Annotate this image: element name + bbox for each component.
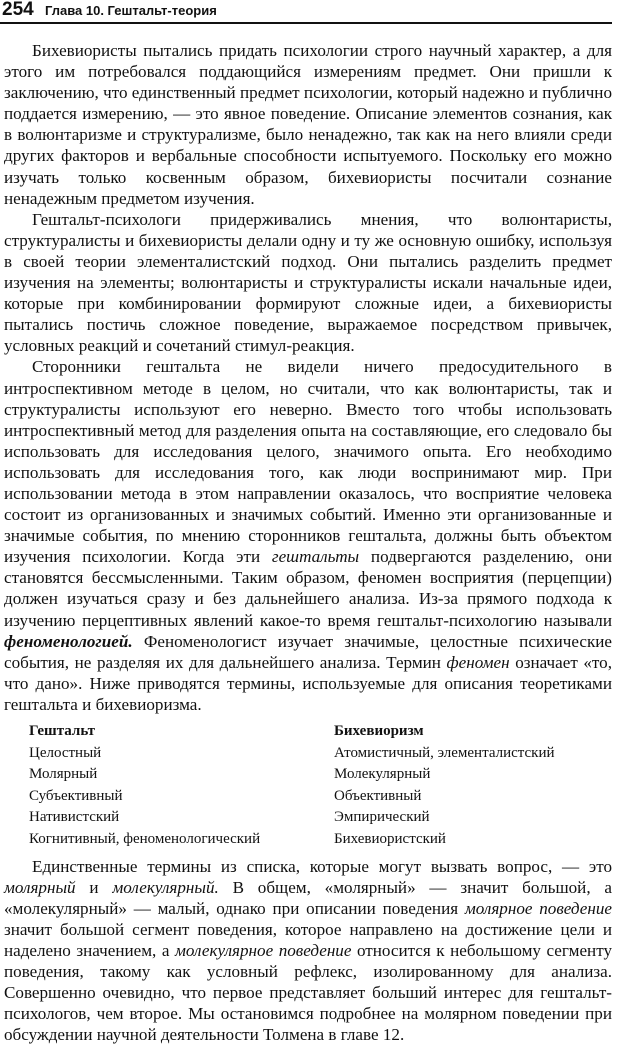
column-header-behaviorism: Бихевиоризм [334,723,424,739]
chapter-title: Глава 10. Гештальт-теория [45,3,217,18]
comparison-table [29,721,612,851]
text-run: В общем, «молярный» — значит большой, а «молекулярный» — малый, однако при описании поведения [4,877,612,918]
term-behaviorism: Объективный [334,787,422,804]
term-behaviorism: Эмпирический [334,809,430,826]
paragraph [4,40,612,209]
term-gestalt: Субъективный [29,787,123,804]
paragraph [4,856,612,1045]
term-gestalt: Нативистский [29,809,120,826]
text-run: означает «то, что дано». Ниже приводятся термины, используемые для описания теоретиками гештальта и бихевиоризма. [4,652,612,714]
text-run: Бихевиористы пытались придать психологии строго научный характер, а для этого им потребовался поддающийся измерениям предмет. Они пришли к заключению, что единственный предмет психологии, который надежно и публично поддается измерению, — это явное поведение. Описание элементов сознания, как в волюнтаризме и структурализме, было ненадежно, так как на него влияли среди других факторов и вербальные способности испытуемого. Поскольку его можно изучать только косвенным образом, бихевиористы посчитали сознание ненадежным предметом изучения. [4,41,612,208]
emphasized-term: молярный [4,877,76,897]
term-gestalt: Целостный [29,744,102,761]
paragraph [4,356,612,715]
running-header [0,0,612,24]
paragraph [4,209,612,357]
term-behaviorism: Бихевиористский [334,830,446,847]
term-behaviorism: Молекулярный [334,766,431,783]
text-run: относится к небольшому сегменту поведения, такому как условный рефлекс, изолированному для анализа. Совершенно очевидно, что первое представляет больший интерес для гештальт-психологов, чем второе. Мы остановимся подробнее на молярном поведении при обсуждении научной деятельности Толмена в главе 12. [4,940,612,1045]
term-gestalt: Когнитивный, феноменологический [29,830,261,847]
text-run: значит большой сегмент поведения, которое направлено на достижение цели и наделено значением, а [4,919,612,960]
column-header-gestalt: Гештальт [29,723,96,739]
text-run: Гештальт-психологи придерживались мнения, что волюнтаристы, структуралисты и бихевиористы делали одну и ту же основную ошибку, используя в своей теории элементалистский подход. Они пытались разделить предмет изучения на элементы; волюнтаристы и структуралисты искали начальные идеи, которые при комбинировании формируют сложные идеи, а бихевиористы пытались постичь сложное поведение, выражаемое посредством привычек, условных реакций и сочетаний стимул-реакция. [4,209,612,356]
emphasized-term: молекулярное поведение [174,940,352,960]
emphasized-term: молекулярный. [112,877,219,897]
text-run: и [75,877,113,897]
page-body [4,40,612,1045]
term-behaviorism: Атомистичный, элементалистский [334,744,555,761]
emphasized-term: феномен [446,652,510,672]
text-run: Феноменологист изучает значимые, целостные психические события, не разделяя их для дальнейшего анализа. Термин [4,631,612,672]
text-run: Единственные термины из списка, которые могут вызвать вопрос, — это [32,856,612,876]
text-run: подвергаются разделению, они становятся бессмысленными. Таким образом, феномен восприятия (перцепции) должен изучаться сразу и без дальнейшего анализа. Из-за прямого подхода к изучению перцептивных явлений какое-то время гештальт-психологию называли [4,547,612,630]
emphasized-term: молярное поведение [464,898,612,918]
emphasized-term: гештальты [271,547,360,567]
emphasized-term: феноменологией. [4,631,133,651]
page-number: 254 [2,0,34,20]
text-run: Сторонники гештальта не видели ничего предосудительного в интроспективном методе в целом, но считали, что как волюнтаристы, так и структуралисты используют его неверно. Вместо того чтобы использовать интроспективный метод для разделения опыта на составляющие, его следовало бы использовать для исследования целого, значимого опыта. Его необходимо использовать для исследования того, как люди воспринимают мир. При использовании метода в этом направлении оказалось, что восприятие человека состоит из организованных и значимых событий. Именно эти организованные и значимые события, по мнению сторонников гештальта, должны быть объектом изучения психологии. Когда эти [4,357,612,567]
term-gestalt: Молярный [29,766,98,783]
